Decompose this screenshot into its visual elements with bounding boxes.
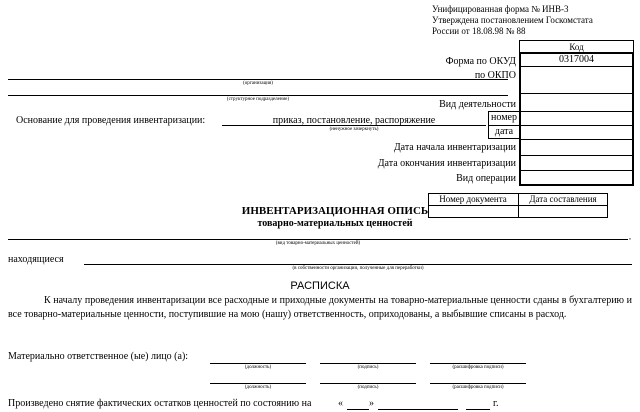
organization-caption: (организация) [243,81,273,86]
month-field[interactable] [378,409,458,410]
basis-value: приказ, постановление, распоряжение [272,115,436,126]
form-header-line3: России от 18.08.98 № 88 [432,26,526,36]
start-date-label: Дата начала инвентаризации [393,142,516,153]
position-caption-2: (должность) [244,385,272,390]
okpo-label: по ОКПО [474,70,516,81]
basis-label: Основание для проведения инвентаризации: [16,115,206,126]
quote-open: « [338,398,343,409]
year-field[interactable] [466,409,490,410]
organization-field[interactable] [8,79,508,80]
operation-label: Вид операции [456,173,516,184]
values-type-caption: (вид товарно-материальных ценностей) [275,241,361,246]
decoding-caption-2: (расшифровка подписи) [452,385,504,390]
end-date-label: Дата окончания инвентаризации [377,158,516,169]
located-caption: (в собственности организации, полученные для переработки) [292,266,424,271]
footer-text: Произведено снятие фактических остатков ценностей по состоянию на [8,398,312,409]
receipt-text: К началу проведения инвентаризации все расходные и приходные документы на товарно-материальные ценности сданы в бухгалтерию и все товарно-материальные ценности, поступившие на мою (нашу) ответственность, оприходованы, а выбывшие списаны в расход. [8,295,632,320]
receipt-heading: РАСПИСКА [290,280,350,292]
responsible-label: Материально ответственное (ые) лицо (а): [8,351,189,362]
position-field-2[interactable] [210,383,306,384]
located-label: находящиеся [8,254,64,265]
codes-column [519,52,634,186]
form-header-line1: Унифицированная форма № ИНВ-3 [432,4,569,14]
decoding-field-2[interactable] [430,383,526,384]
okud-value[interactable]: 0317004 [559,54,594,65]
decoding-caption-1: (расшифровка подписи) [452,365,504,370]
subdivision-caption: (структурное подразделение) [226,97,290,102]
okud-label: Форма по ОКУД [445,56,516,67]
date-label: дата [494,126,514,137]
signature-field-1[interactable] [320,363,416,364]
kod-label: Код [569,42,584,52]
document-title: ИНВЕНТАРИЗАЦИОННАЯ ОПИСЬ [241,205,429,217]
signature-field-2[interactable] [320,383,416,384]
year-suffix: г. [493,398,499,409]
number-label: номер [491,112,517,123]
day-field[interactable] [347,409,369,410]
signature-caption-2: (подпись) [357,385,379,390]
form-header-line2: Утверждена постановлением Госкомстата [432,15,593,25]
document-subtitle: товарно-материальных ценностей [257,218,413,229]
located-field[interactable] [84,264,632,265]
values-type-field[interactable] [8,239,628,240]
subdivision-field[interactable] [8,95,508,96]
doc-number-header: Номер документа [439,194,507,204]
activity-label: Вид деятельности [439,99,516,110]
doc-date-cell[interactable] [519,206,607,217]
doc-date-header: Дата составления [529,194,597,204]
signature-caption-1: (подпись) [357,365,379,370]
position-caption-1: (должность) [244,365,272,370]
decoding-field-1[interactable] [430,363,526,364]
quote-close: » [369,398,374,409]
position-field-1[interactable] [210,363,306,364]
basis-caption: (ненужное зачеркнуть) [329,127,379,132]
